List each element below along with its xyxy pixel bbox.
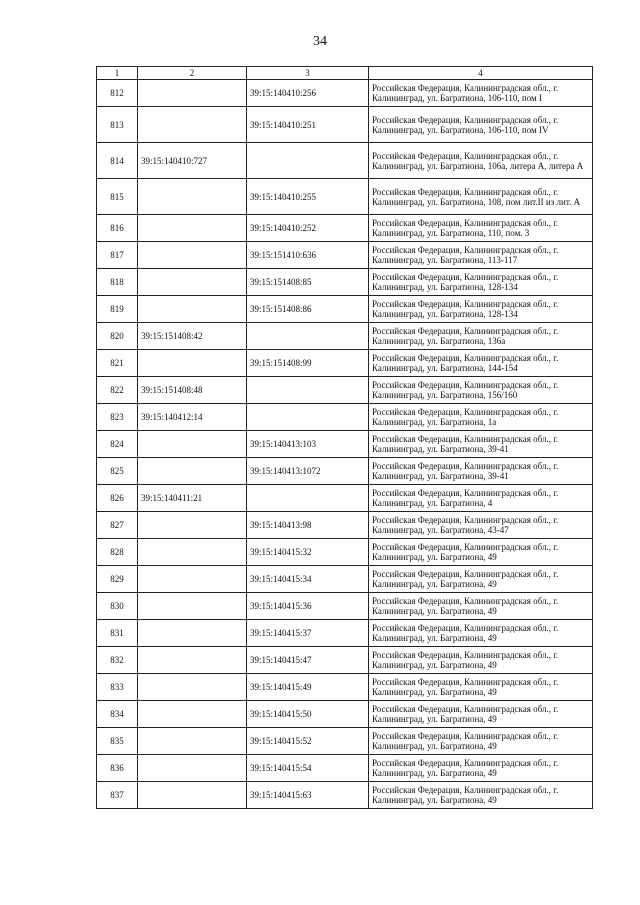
row-number-cell: 825: [97, 458, 138, 485]
table-row: [97, 728, 593, 755]
cadastral-number-cell-col2: [138, 674, 247, 701]
table-row: [97, 179, 593, 215]
address-cell: Российская Федерация, Калининградская обл., г. Калининград, ул. Багратиона, 39-41: [369, 431, 593, 458]
cadastral-number-cell-col2: [138, 512, 247, 539]
cadastral-number-cell-col2: [138, 701, 247, 728]
cadastral-number-cell-col3: 39:15:140415:50: [247, 701, 369, 728]
cadastral-number-cell-col3: 39:15:151408:85: [247, 269, 369, 296]
column-header-1: 1: [97, 67, 138, 80]
cadastral-number-cell-col2: [138, 80, 247, 107]
cadastral-number-cell-col2: [138, 620, 247, 647]
row-number-cell: 813: [97, 107, 138, 143]
cadastral-number-cell-col2: [138, 755, 247, 782]
table-row: [97, 431, 593, 458]
table-row: [97, 377, 593, 404]
address-cell: Российская Федерация, Калининградская обл., г. Калининград, ул. Багратиона, 49: [369, 593, 593, 620]
cadastral-number-cell-col3: [247, 143, 369, 179]
row-number-cell: 829: [97, 566, 138, 593]
cadastral-number-cell-col2: [138, 539, 247, 566]
row-number-cell: 820: [97, 323, 138, 350]
cadastral-number-cell-col3: 39:15:140415:34: [247, 566, 369, 593]
row-number-cell: 835: [97, 728, 138, 755]
row-number-cell: 822: [97, 377, 138, 404]
row-number-cell: 826: [97, 485, 138, 512]
cadastral-number-cell-col2: [138, 296, 247, 323]
cadastral-number-cell-col3: [247, 323, 369, 350]
row-number-cell: 817: [97, 242, 138, 269]
cadastral-number-cell-col3: [247, 377, 369, 404]
cadastral-number-cell-col2: 39:15:151408:48: [138, 377, 247, 404]
cadastral-number-cell-col2: [138, 566, 247, 593]
table-row: [97, 701, 593, 728]
address-cell: Российская Федерация, Калининградская обл., г. Калининград, ул. Багратиона, 110, пом. 3: [369, 215, 593, 242]
header-row: [97, 67, 593, 80]
row-number-cell: 814: [97, 143, 138, 179]
table-row: [97, 620, 593, 647]
table-row: [97, 647, 593, 674]
cadastral-number-cell-col2: [138, 269, 247, 296]
cadastral-number-cell-col3: 39:15:140413:98: [247, 512, 369, 539]
table-body: [97, 80, 593, 809]
page-number: 34: [313, 34, 327, 49]
table-row: [97, 269, 593, 296]
column-header-2: 2: [138, 67, 247, 80]
row-number-cell: 823: [97, 404, 138, 431]
table-row: [97, 458, 593, 485]
cadastral-number-cell-col3: 39:15:140410:255: [247, 179, 369, 215]
cadastral-number-cell-col2: [138, 107, 247, 143]
table-row: [97, 323, 593, 350]
table-header: [97, 67, 593, 80]
address-cell: Российская Федерация, Калининградская обл., г. Калининград, ул. Багратиона, 49: [369, 728, 593, 755]
cadastral-number-cell-col3: 39:15:140410:256: [247, 80, 369, 107]
table-row: [97, 80, 593, 107]
table-row: [97, 296, 593, 323]
cadastral-number-cell-col2: [138, 179, 247, 215]
table-row: [97, 593, 593, 620]
table-row: [97, 107, 593, 143]
address-cell: Российская Федерация, Калининградская обл., г. Калининград, ул. Багратиона, 108, пом лит.II из лит. А: [369, 179, 593, 215]
table-row: [97, 674, 593, 701]
row-number-cell: 831: [97, 620, 138, 647]
table-row: [97, 539, 593, 566]
address-cell: Российская Федерация, Калининградская обл., г. Калининград, ул. Багратиона, 106-110, пом I: [369, 80, 593, 107]
cadastral-number-cell-col3: 39:15:140415:37: [247, 620, 369, 647]
address-cell: Российская Федерация, Калининградская обл., г. Калининград, ул. Багратиона, 49: [369, 647, 593, 674]
cadastral-number-cell-col3: 39:15:140415:36: [247, 593, 369, 620]
row-number-cell: 837: [97, 782, 138, 809]
table-row: [97, 566, 593, 593]
address-cell: Российская Федерация, Калининградская обл., г. Калининград, ул. Багратиона, 49: [369, 566, 593, 593]
address-cell: Российская Федерация, Калининградская обл., г. Калининград, ул. Багратиона, 144-154: [369, 350, 593, 377]
table-row: [97, 485, 593, 512]
address-cell: Российская Федерация, Калининградская обл., г. Калининград, ул. Багратиона, 49: [369, 701, 593, 728]
row-number-cell: 824: [97, 431, 138, 458]
cadastral-number-cell-col3: 39:15:151408:99: [247, 350, 369, 377]
cadastral-number-cell-col3: 39:15:140415:32: [247, 539, 369, 566]
table-row: [97, 782, 593, 809]
row-number-cell: 833: [97, 674, 138, 701]
row-number-cell: 828: [97, 539, 138, 566]
row-number-cell: 834: [97, 701, 138, 728]
address-cell: Российская Федерация, Калининградская обл., г. Калининград, ул. Багратиона, 128-134: [369, 269, 593, 296]
address-cell: Российская Федерация, Калининградская обл., г. Калининград, ул. Багратиона, 4: [369, 485, 593, 512]
cadastral-number-cell-col3: 39:15:140410:251: [247, 107, 369, 143]
cadastral-number-cell-col2: 39:15:140412:14: [138, 404, 247, 431]
column-header-3: 3: [247, 67, 369, 80]
table-row: [97, 404, 593, 431]
address-cell: Российская Федерация, Калининградская обл., г. Калининград, ул. Багратиона, 43-47: [369, 512, 593, 539]
address-cell: Российская Федерация, Калининградская обл., г. Калининград, ул. Багратиона, 49: [369, 782, 593, 809]
cadastral-number-cell-col2: [138, 431, 247, 458]
row-number-cell: 816: [97, 215, 138, 242]
cadastral-number-cell-col3: [247, 485, 369, 512]
cadastral-number-cell-col2: 39:15:151408:42: [138, 323, 247, 350]
row-number-cell: 827: [97, 512, 138, 539]
cadastral-number-cell-col3: 39:15:151408:86: [247, 296, 369, 323]
registry-table: [96, 66, 593, 809]
cadastral-number-cell-col3: 39:15:140415:52: [247, 728, 369, 755]
table-row: [97, 512, 593, 539]
address-cell: Российская Федерация, Калининградская обл., г. Калининград, ул. Багратиона, 136а: [369, 323, 593, 350]
address-cell: Российская Федерация, Калининградская обл., г. Калининград, ул. Багратиона, 49: [369, 539, 593, 566]
cadastral-number-cell-col2: [138, 215, 247, 242]
address-cell: Российская Федерация, Калининградская обл., г. Калининград, ул. Багратиона, 106-110, пом IV: [369, 107, 593, 143]
cadastral-number-cell-col3: 39:15:140413:103: [247, 431, 369, 458]
cadastral-number-cell-col3: 39:15:140415:54: [247, 755, 369, 782]
cadastral-number-cell-col2: [138, 242, 247, 269]
row-number-cell: 821: [97, 350, 138, 377]
cadastral-number-cell-col3: 39:15:140415:63: [247, 782, 369, 809]
address-cell: Российская Федерация, Калининградская обл., г. Калининград, ул. Багратиона, 156/160: [369, 377, 593, 404]
cadastral-number-cell-col3: 39:15:140415:49: [247, 674, 369, 701]
address-cell: Российская Федерация, Калининградская обл., г. Калининград, ул. Багратиона, 39-41: [369, 458, 593, 485]
cadastral-number-cell-col2: [138, 647, 247, 674]
cadastral-number-cell-col2: [138, 458, 247, 485]
cadastral-number-cell-col2: [138, 350, 247, 377]
cadastral-number-cell-col2: [138, 728, 247, 755]
column-header-4: 4: [369, 67, 593, 80]
row-number-cell: 830: [97, 593, 138, 620]
cadastral-number-cell-col3: 39:15:140413:1072: [247, 458, 369, 485]
table-row: [97, 755, 593, 782]
cadastral-number-cell-col3: 39:15:140415:47: [247, 647, 369, 674]
address-cell: Российская Федерация, Калининградская обл., г. Калининград, ул. Багратиона, 49: [369, 674, 593, 701]
address-cell: Российская Федерация, Калининградская обл., г. Калининград, ул. Багратиона, 128-134: [369, 296, 593, 323]
address-cell: Российская Федерация, Калининградская обл., г. Калининград, ул. Багратиона, 49: [369, 620, 593, 647]
table-row: [97, 215, 593, 242]
cadastral-number-cell-col3: [247, 404, 369, 431]
cadastral-number-cell-col2: 39:15:140410:727: [138, 143, 247, 179]
row-number-cell: 815: [97, 179, 138, 215]
row-number-cell: 818: [97, 269, 138, 296]
address-cell: Российская Федерация, Калининградская обл., г. Калининград, ул. Багратиона, 106а, литера А, литера А: [369, 143, 593, 179]
address-cell: Российская Федерация, Калининградская обл., г. Калининград, ул. Багратиона, 1а: [369, 404, 593, 431]
cadastral-number-cell-col2: 39:15:140411:21: [138, 485, 247, 512]
row-number-cell: 836: [97, 755, 138, 782]
table-row: [97, 242, 593, 269]
cadastral-number-cell-col3: 39:15:140410:252: [247, 215, 369, 242]
row-number-cell: 819: [97, 296, 138, 323]
row-number-cell: 812: [97, 80, 138, 107]
cadastral-number-cell-col2: [138, 593, 247, 620]
address-cell: Российская Федерация, Калининградская обл., г. Калининград, ул. Багратиона, 49: [369, 755, 593, 782]
address-cell: Российская Федерация, Калининградская обл., г. Калининград, ул. Багратиона, 113-117: [369, 242, 593, 269]
cadastral-number-cell-col3: 39:15:151410:636: [247, 242, 369, 269]
cadastral-number-cell-col2: [138, 782, 247, 809]
row-number-cell: 832: [97, 647, 138, 674]
table-row: [97, 350, 593, 377]
table-row: [97, 143, 593, 179]
